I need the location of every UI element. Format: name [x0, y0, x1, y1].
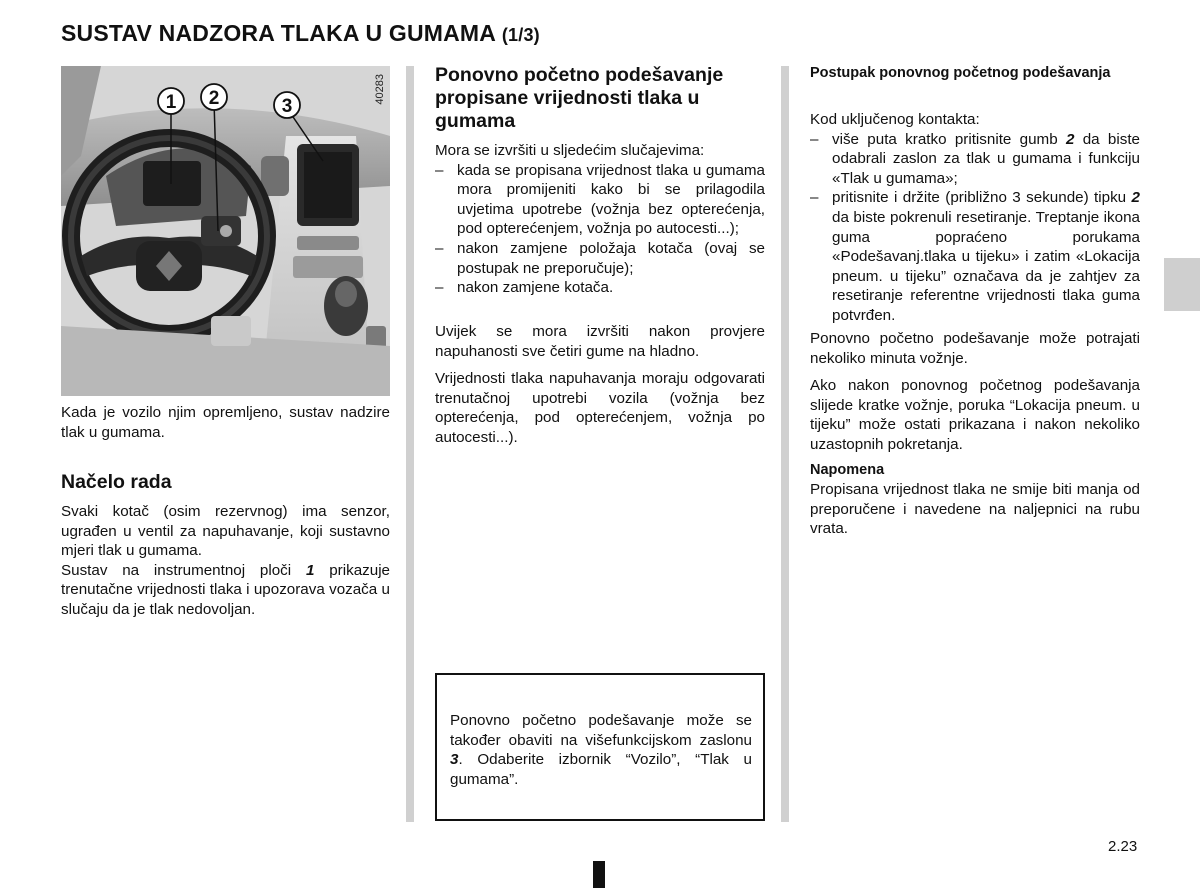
procedure-para2: Ako nakon ponovnog početnog podešavanja slijede kratke vožnje, poruka “Lokacija pneum. u tijeku” može ostati prikazana i nakon nekoliko uzastopnih pokretanja. — [810, 377, 1140, 453]
page-title — [61, 20, 540, 47]
figure-caption: Kada je vozilo njim opremljeno, sustav nadzire tlak u gumama. — [61, 404, 390, 441]
ref-2: 2 — [1131, 189, 1140, 207]
dashboard-illustration — [61, 66, 390, 396]
column-divider-right — [781, 66, 789, 822]
note-text-b: . Odaberite izbornik “Vozilo”, “Tlak u gumama”. — [450, 751, 752, 788]
figure-code: 40283 — [374, 74, 386, 105]
reset-para1: Uvijek se mora izvršiti nakon provjere napuhanosti sve četiri gume na hladno. — [435, 323, 765, 360]
list-item: – više puta kratko pritisnite gumb 2 da biste odabrali zaslon za tlak u gumama i funkciju «Tlak u gumama»; — [810, 130, 1140, 189]
page-marker — [593, 861, 605, 888]
procedure-intro: Kod uključenog kontakta: — [810, 111, 980, 128]
ref-3: 3 — [450, 751, 459, 769]
page-title-text: SUSTAV NADZORA TLAKA U GUMAMA — [61, 20, 496, 46]
reset-intro: Mora se izvršiti u sljedećim slučajevima: — [435, 142, 705, 159]
callout-3 — [274, 92, 300, 118]
svg-text:3: 3 — [281, 96, 293, 117]
note-text-a: Ponovno početno podešavanje može se također obaviti na višefunkcijskom zaslonu — [450, 712, 752, 749]
principle-para1: Svaki kotač (osim rezervnog) ima senzor, ugrađen u ventil za napuhavanje, koji sustavno mjeri tlak u gumama. — [61, 503, 390, 560]
list-item: – nakon zamjene položaja kotača (ovaj se postupak ne preporučuje); — [435, 239, 765, 278]
procedure-heading: Postupak ponovnog početnog podešavanja — [810, 65, 1111, 81]
list-item: – nakon zamjene kotača. — [435, 278, 765, 298]
procedure-para1: Ponovno početno podešavanje može potrajati nekoliko minuta vožnje. — [810, 330, 1140, 367]
principle-para2-b: prikazuje trenutačne vrijednosti tlaka i upozorava vozača u slučaju da je tlak nedovoljan. — [61, 561, 391, 618]
svg-text:2: 2 — [208, 88, 220, 109]
instrument-cluster-display — [143, 161, 201, 206]
ref-2: 2 — [1065, 130, 1075, 148]
procedure-steps — [810, 110, 1140, 326]
svg-text:1: 1 — [165, 92, 177, 113]
dashboard-drawing — [61, 66, 390, 396]
section-heading-reset: Ponovno početno podešavanje propisane vrijednosti tlaka u gumama — [435, 64, 724, 132]
section-tab — [1164, 258, 1200, 311]
principle-para2-a: Sustav na instrumentnoj ploči — [61, 561, 306, 579]
callout-2 — [201, 84, 227, 110]
list-item: – pritisnite i držite (približno 3 sekunde) tipku 2 da biste pokrenuli resetiranje. Treptanje ikona guma popraćeno porukama «Podešavanj.tlaka u tijeku» i zatim «Lokacija pneum. u tijeku” označava da je zahtjev za resetiranje referentne vrijednosti tlaka guma potvrđen. — [810, 188, 1140, 325]
reset-conditions-list — [435, 161, 765, 298]
page-title-suffix: (1/3) — [501, 25, 540, 45]
procedure-list — [810, 130, 1140, 326]
column-divider-left — [406, 66, 414, 822]
note-heading: Napomena — [810, 462, 885, 478]
reset-para2: Vrijednosti tlaka napuhavanja moraju odgovarati trenutačnoj upotrebi vozila (vožnja bez opterećenja, pod opterećenjem, vožnja po autocesti...). — [435, 370, 765, 446]
note-text: Propisana vrijednost tlaka ne smije biti manja od preporučene i navedene na naljepnici na rubu vrata. — [810, 481, 1140, 538]
note-box-text — [450, 711, 752, 789]
ref-1: 1 — [305, 561, 315, 579]
reset-conditions — [435, 141, 765, 298]
list-item: – kada se propisana vrijednost tlaka u gumama mora promijeniti kako bi se prilagodila uvjetima upotrebe (vožnja bez opterećenja, pod opterećenjem, vožnja po autocesti...); — [435, 161, 765, 239]
note-box — [435, 673, 765, 821]
section-heading-principle: Načelo rada — [61, 471, 172, 493]
callout-1 — [158, 88, 184, 114]
principle-text — [61, 502, 390, 620]
page-number: 2.23 — [1108, 838, 1138, 855]
multifunction-screen — [304, 152, 352, 218]
